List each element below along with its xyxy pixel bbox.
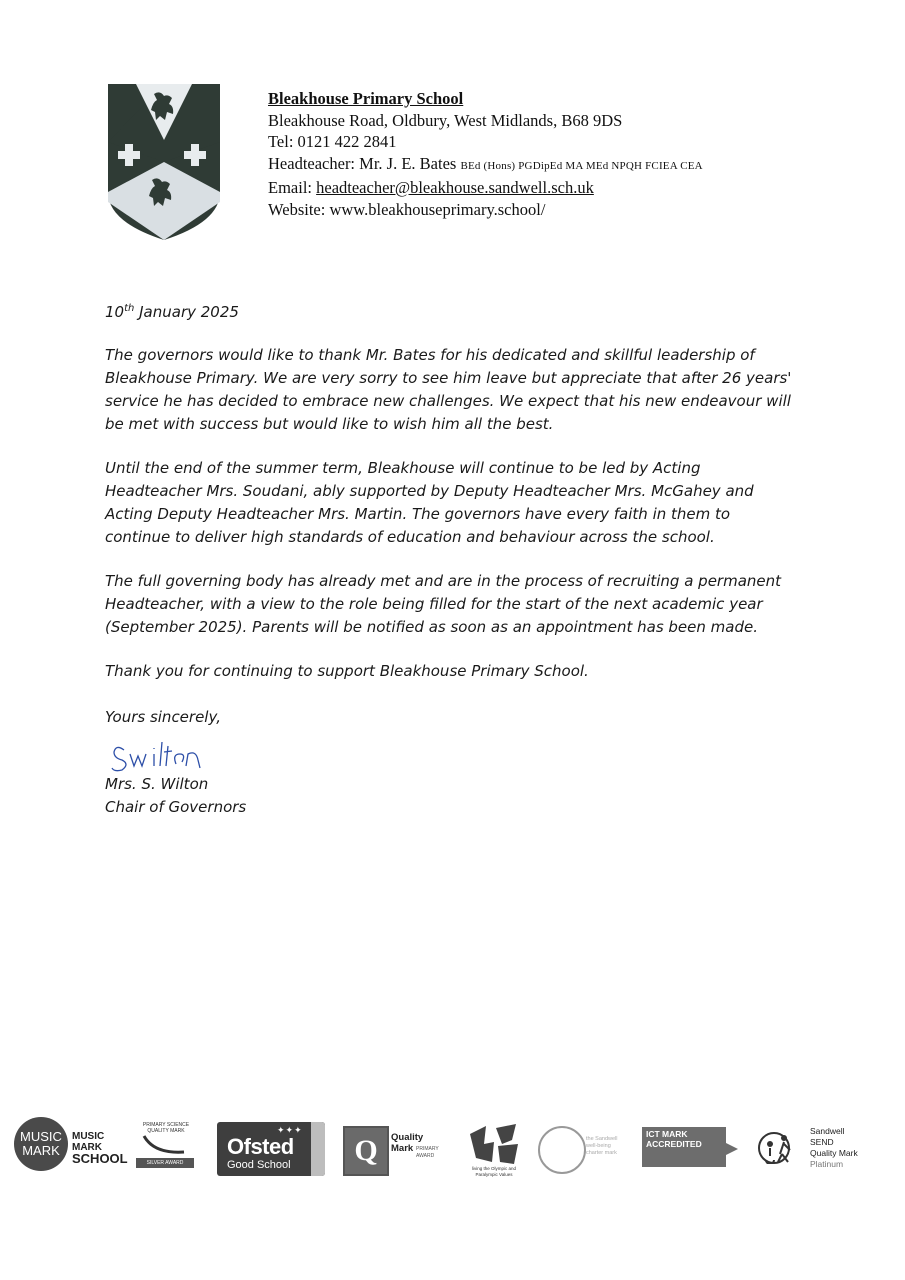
ofsted-stars-icon: ✦✦✦ (277, 1125, 303, 1135)
science-mark-award: SILVER AWARD (136, 1158, 194, 1168)
send-people-icon (756, 1130, 806, 1164)
school-telephone: Tel: 0121 422 2841 (268, 132, 397, 151)
music-mark-badge (14, 1117, 128, 1173)
wellbeing-head-icon (538, 1126, 586, 1174)
headteacher-line (268, 153, 703, 178)
paragraph-thanks: The governors would like to thank Mr. Bates for his dedicated and skillful leadership of Bleakhouse Primary. We are very sorry to see him leave but appreciate that after 26 years' service he has decided to embrace new challenges. We expect that his new endeavour will be met with success but would like to wish him all the best. (105, 346, 792, 433)
school-crest-logo (106, 82, 222, 242)
email-label: Email: (268, 178, 312, 197)
paragraph-interim-leadership: Until the end of the summer term, Bleakhouse will continue to be led by Acting Headteacher Mrs. Soudani, ably supported by Deputy Headteacher Mrs. McGahey and Acting Deputy Headteacher Mrs. Martin. The governors have every faith in them to continue to deliver high standards of education and behaviour across the school. (105, 459, 754, 546)
ofsted-word: Ofsted (227, 1134, 294, 1159)
quality-mark-q-icon: Q (343, 1126, 389, 1176)
headteacher-name: Headteacher: Mr. J. E. Bates (268, 153, 457, 173)
ofsted-badge (217, 1122, 325, 1176)
quality-mark-subtitle: PRIMARY AWARD (416, 1146, 439, 1159)
ict-mark-badge (642, 1127, 740, 1169)
paragraph-thank-you: Thank you for continuing to support Bleakhouse Primary School. (105, 662, 589, 680)
ict-arrow-icon (722, 1139, 740, 1159)
headteacher-qualifications: BEd (Hons) PGDipEd MA MEd NPQH FCIEA CEA (460, 159, 703, 172)
wellbeing-charter-text: the Sandwell well-being charter mark (586, 1136, 618, 1156)
ict-mark-box: ICT MARK ACCREDITED (642, 1127, 726, 1167)
sandwell-send-quality-mark-badge (756, 1126, 876, 1172)
science-mark-title: PRIMARY SCIENCE QUALITY MARK (142, 1122, 190, 1134)
music-mark-circle: MUSIC MARK (14, 1117, 68, 1171)
signer-name: Mrs. S. Wilton (105, 775, 209, 793)
school-name: Bleakhouse Primary School (268, 89, 464, 108)
wellbeing-charter-badge (538, 1126, 628, 1176)
ofsted-rating: Good School (227, 1159, 291, 1171)
letter-date: 10th January 2025 (105, 303, 239, 321)
signer-role: Chair of Governors (105, 798, 247, 816)
quality-mark-badge (343, 1126, 443, 1176)
olympic-values-badge (466, 1122, 522, 1182)
send-quality-mark-text: Sandwell SEND Quality Mark Platinum (810, 1126, 858, 1169)
email-link[interactable]: headteacher@bleakhouse.sandwell.sch.uk (316, 178, 594, 197)
music-mark-school-label: MUSIC MARK SCHOOL (72, 1131, 128, 1166)
school-address: Bleakhouse Road, Oldbury, West Midlands, B68 9DS (268, 110, 623, 130)
letterhead (268, 88, 703, 220)
paragraph-recruitment: The full governing body has already met and are in the process of recruiting a permanent Headteacher, with a view to the role being filled for the start of the next academic year (September 2025). Parents will be notified as soon as an appointment has been made. (105, 572, 782, 636)
ofsted-year-strip (311, 1122, 325, 1176)
primary-science-quality-mark-badge (136, 1122, 196, 1172)
handwritten-signature (110, 736, 230, 772)
email-line (268, 177, 703, 199)
olympic-values-caption: living the Olympic and Paralympic Values (471, 1166, 517, 1177)
closing: Yours sincerely, (105, 708, 221, 726)
website-line: Website: www.bleakhouseprimary.school/ (268, 199, 546, 219)
london-2012-logo-icon (466, 1122, 522, 1166)
quality-mark-title: Quality Mark (391, 1132, 424, 1154)
science-swoosh-icon (140, 1132, 190, 1156)
